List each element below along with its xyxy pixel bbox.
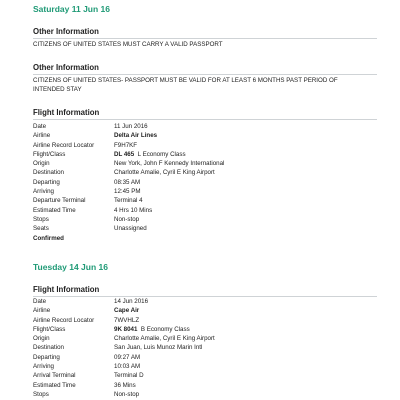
detail-label: Date [33, 123, 47, 130]
detail-label: Flight/Class [33, 325, 66, 333]
detail-value: Unassigned [114, 225, 147, 233]
detail-label: Airline Record Locator [33, 316, 95, 324]
flight-class-value [114, 325, 190, 334]
detail-value: Terminal 4 [114, 197, 143, 205]
other-info-heading-1: Other Information [33, 27, 99, 36]
detail-value: 09:27 AM [114, 353, 141, 361]
detail-row-record-locator [33, 141, 377, 150]
airline-name: Delta Air Lines [114, 132, 158, 140]
detail-row-seats [33, 224, 377, 233]
detail-label: Origin [33, 160, 50, 168]
flight-number: DL 465 [114, 150, 135, 158]
detail-row-flight-class [33, 325, 377, 334]
detail-row-date [33, 122, 377, 131]
other-info-text-2: CITIZENS OF UNITED STATES- PASSPORT MUST BE VALID FOR AT LEAST 6 MONTHS PAST PERIOD OF INTENDED STAY [33, 77, 338, 93]
day-title-tuesday: Tuesday 14 Jun 16 [33, 262, 108, 272]
detail-value: 10:03 AM [114, 363, 141, 371]
detail-value: 11 Jun 2016 [114, 123, 148, 130]
detail-label: Departing [33, 353, 60, 361]
detail-row-origin [33, 159, 377, 168]
cabin-class: B Economy Class [140, 325, 190, 333]
detail-value: Non-stop [114, 390, 140, 398]
detail-label: Airline [33, 307, 51, 315]
detail-value: Non-stop [114, 215, 140, 223]
detail-row-arriving [33, 362, 377, 371]
detail-label: Stops [33, 215, 49, 223]
detail-value: Charlotte Amalie, Cyril E King Airport [114, 335, 215, 343]
detail-label: Stops [33, 390, 49, 398]
booking-status: Confirmed [33, 234, 64, 242]
other-info-heading-2: Other Information [33, 63, 99, 72]
other-info-text-1: CITIZENS OF UNITED STATES MUST CARRY A VALID PASSPORT [33, 41, 223, 48]
section-divider [33, 74, 377, 75]
detail-row-date [33, 297, 377, 306]
detail-row-departing [33, 178, 377, 187]
detail-row-terminal [33, 196, 377, 205]
detail-row-estimated-time [33, 381, 377, 390]
airline-name: Cape Air [114, 307, 140, 315]
detail-row-departing [33, 353, 377, 362]
section-divider [33, 38, 377, 39]
detail-label: Departure Terminal [33, 197, 86, 205]
record-locator: F9H7KF [114, 141, 138, 149]
detail-label: Date [33, 298, 47, 305]
detail-label: Destination [33, 344, 64, 352]
detail-label: Airline [33, 132, 51, 140]
detail-value: San Juan, Luis Munoz Marin Intl [114, 344, 203, 352]
detail-label: Estimated Time [33, 381, 76, 389]
detail-label: Flight/Class [33, 150, 66, 158]
flight-details-1 [33, 122, 377, 243]
detail-value: New York, John F Kennedy International [114, 160, 225, 168]
detail-label: Airline Record Locator [33, 141, 95, 149]
detail-value: 14 Jun 2016 [114, 298, 149, 305]
flight-class-value [114, 150, 186, 159]
record-locator: 7WVHLZ [114, 316, 140, 324]
day-title-saturday: Saturday 11 Jun 16 [33, 4, 111, 14]
detail-row-airline [33, 131, 377, 140]
detail-label: Arrival Terminal [33, 372, 76, 380]
detail-row-estimated-time [33, 206, 377, 215]
section-divider [33, 119, 377, 120]
detail-value: 4 Hrs 10 Mins [114, 206, 153, 214]
detail-value: 36 Mins [114, 381, 136, 389]
detail-row-origin [33, 334, 377, 343]
detail-label: Departing [33, 178, 60, 186]
detail-row-flight-class [33, 150, 377, 159]
detail-label: Origin [33, 335, 50, 343]
detail-row-airline [33, 306, 377, 315]
detail-row-destination [33, 168, 377, 177]
flight-number: 9K 8041 [114, 325, 138, 333]
detail-value: 08:35 AM [114, 178, 141, 186]
flight-info-heading-1: Flight Information [33, 108, 100, 117]
detail-label: Arriving [33, 188, 54, 196]
detail-label: Seats [33, 225, 49, 233]
detail-value: Terminal D [114, 372, 144, 380]
detail-row-stops [33, 215, 377, 224]
detail-label: Estimated Time [33, 206, 76, 214]
detail-label: Destination [33, 169, 64, 177]
detail-value: Charlotte Amalie, Cyril E King Airport [114, 169, 215, 177]
detail-row-destination [33, 343, 377, 352]
detail-row-record-locator [33, 316, 377, 325]
cabin-class: L Economy Class [137, 150, 186, 158]
flight-details-2 [33, 297, 377, 399]
detail-label: Arriving [33, 363, 54, 371]
flight-info-heading-2: Flight Information [33, 285, 100, 294]
detail-value: 12:45 PM [114, 188, 141, 196]
detail-row-stops [33, 390, 377, 399]
detail-row-arriving [33, 187, 377, 196]
detail-row-terminal [33, 371, 377, 380]
